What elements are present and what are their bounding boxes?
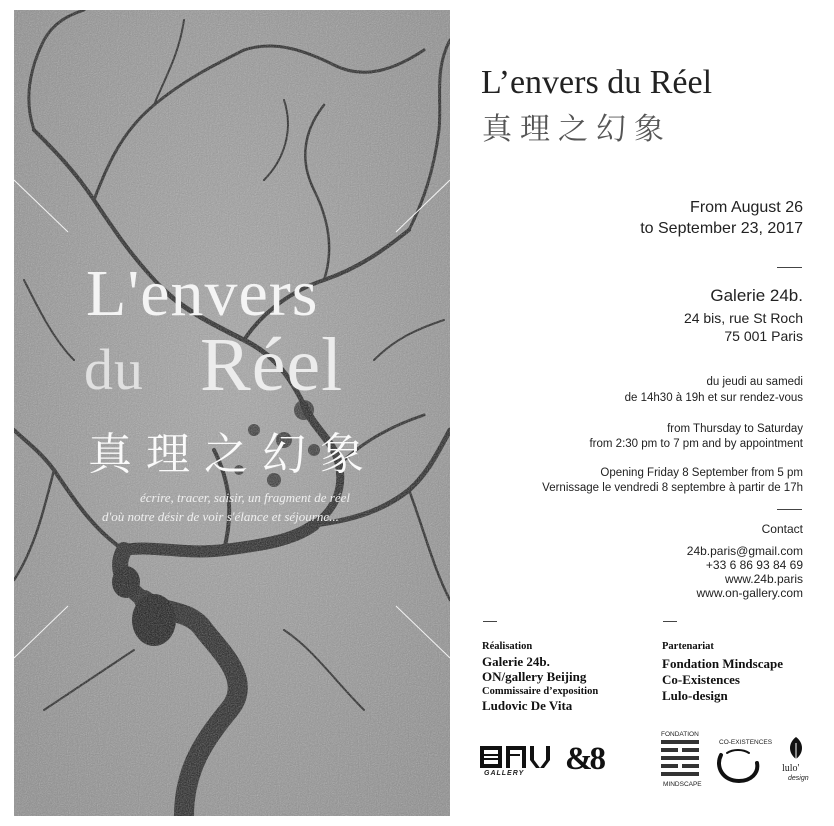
mindscape-logo-top: FONDATION [661,731,699,738]
contact-email[interactable]: 24b.paris@gmail.com [686,544,803,558]
venue-name: Galerie 24b. [710,286,803,305]
hours-fr-times: de 14h30 à 19h et sur rendez-vous [624,392,803,404]
venue-address-city: 75 001 Paris [724,328,803,344]
hours-en-times: from 2:30 pm to 7 pm and by appointment [589,438,803,450]
hours-fr-days: du jeudi au samedi [706,376,803,388]
exhibition-title: L’envers du Réel [481,64,713,101]
divider [777,267,802,268]
poster-title-line1: L'envers [86,257,319,330]
opening-en: Opening Friday 8 September from 5 pm [600,467,803,479]
divider [483,621,497,622]
divider [777,509,802,510]
exhibition-title-chinese: 真理之幻象 [482,112,672,147]
curator-name: Ludovic De Vita [482,698,573,713]
contact-phone: +33 6 86 93 84 69 [705,558,803,572]
realisation-galerie-24b: Galerie 24b. [482,654,550,669]
on-gallery-logo-sub: GALLERY [484,770,525,777]
lulo-logo-sub: design [788,775,809,782]
poster-tagline-1: écrire, tracer, saisir, un fragment de réel [140,490,351,505]
poster-tagline-2: d'où notre désir de voir s'élance et séjourne... [102,509,339,524]
mindscape-logo-bottom: MINDSCAPE [663,781,702,788]
realisation-on-gallery: ON/gallery Beijing [482,669,587,684]
fondation-mindscape-logo [661,731,703,789]
on-gallery-logo [480,744,560,780]
lulo-logo-text: lulo' [782,763,800,774]
website-24b-link[interactable]: www.24b.paris [724,572,803,586]
poster-image [14,10,450,816]
partner-lulo-design: Lulo-design [662,688,728,703]
partners-label: Partenariat [662,641,714,652]
venue-address-street: 24 bis, rue St Roch [683,310,803,326]
realisation-label: Réalisation [482,641,533,652]
divider [663,621,677,622]
dates-line-2: to September 23, 2017 [640,220,803,237]
hours-en-days: from Thursday to Saturday [667,423,803,435]
poster-title-chinese: 真理之幻象 [88,429,378,480]
website-on-gallery-link[interactable]: www.on-gallery.com [696,586,803,600]
contact-label: Contact [761,522,803,536]
opening-fr: Vernissage le vendredi 8 septembre à partir de 17h [542,482,803,494]
co-existences-logo [713,739,771,785]
eight-eight-logo: &8 [565,741,603,777]
poster-title-reel: Réel [200,323,344,407]
lulo-design-logo [782,737,810,787]
dates-line-1: From August 26 [690,199,803,216]
angiogram-background [14,10,450,816]
curator-label: Commissaire d’exposition [482,686,599,697]
coexistences-logo-text: CO-EXISTENCES [719,739,773,746]
partner-coexistences: Co-Existences [662,672,740,687]
partner-mindscape: Fondation Mindscape [662,656,783,671]
poster-title-du: du [84,337,144,402]
